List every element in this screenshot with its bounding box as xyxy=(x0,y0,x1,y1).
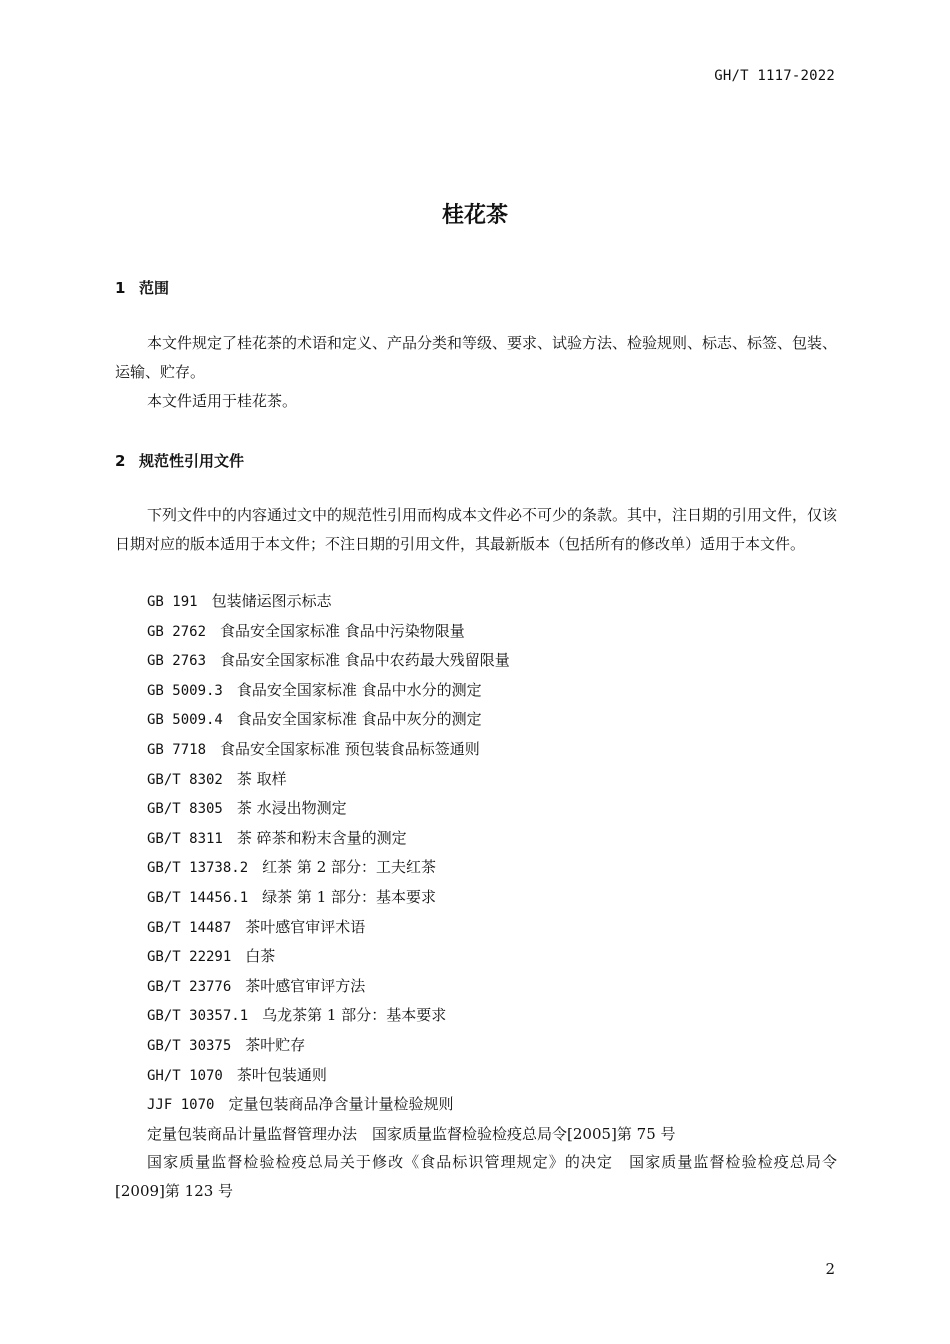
reference-code: JJF 1070 xyxy=(147,1097,215,1114)
section-heading-scope xyxy=(115,277,169,298)
reference-item xyxy=(115,735,837,765)
reference-item xyxy=(115,1148,837,1205)
reference-item xyxy=(115,824,837,854)
standard-code: GH/T 1117-2022 xyxy=(714,68,835,84)
reference-title: 绿茶 第 1 部分：基本要求 xyxy=(262,887,437,906)
reference-title: 食品安全国家标准 食品中污染物限量 xyxy=(220,621,465,640)
reference-title: 茶叶贮存 xyxy=(245,1035,306,1054)
reference-code: GB 2762 xyxy=(147,623,207,640)
scope-paragraph: 本文件规定了桂花茶的术语和定义、产品分类和等级、要求、试验方法、检验规则、标志、标签、包装、运输、贮存。 xyxy=(115,334,838,381)
reference-item xyxy=(115,1001,837,1031)
reference-code: GB/T 30357.1 xyxy=(147,1008,249,1025)
reference-code: GB 2763 xyxy=(147,653,207,670)
section-title: 范围 xyxy=(139,279,170,297)
reference-code: GB/T 14487 xyxy=(147,919,232,936)
reference-title: 国家质量监督检验检疫总局关于修改《食品标识管理规定》的决定 国家质量监督检验检疫总局令[2009]第 123 号 xyxy=(115,1153,837,1200)
reference-title: 食品安全国家标准 食品中灰分的测定 xyxy=(236,710,482,729)
reference-item xyxy=(115,794,837,824)
reference-code: GB/T 23776 xyxy=(147,978,232,995)
reference-code: GB 7718 xyxy=(147,741,207,758)
reference-title: 包装储运图示标志 xyxy=(211,592,332,610)
scope-paragraph: 本文件适用于桂花茶。 xyxy=(147,392,298,410)
reference-item xyxy=(115,646,837,676)
reference-title: 茶 水浸出物测定 xyxy=(236,799,347,818)
reference-code: GB/T 8311 xyxy=(147,830,223,847)
reference-code: GB/T 8305 xyxy=(147,801,223,818)
reference-item xyxy=(115,883,837,913)
reference-item xyxy=(115,853,837,883)
reference-list xyxy=(115,587,837,1205)
reference-item xyxy=(115,765,837,795)
reference-title: 茶叶感官审评方法 xyxy=(245,976,366,995)
references-intro-paragraph: 下列文件中的内容通过文中的规范性引用而构成本文件必不可少的条款。其中，注日期的引用文件，仅该日期对应的版本适用于本文件；不注日期的引用文件，其最新版本（包括所有的修改单）适用于本文件。 xyxy=(115,506,838,553)
reference-item xyxy=(115,972,837,1002)
reference-code: GB 5009.3 xyxy=(147,682,223,699)
reference-code: GB/T 22291 xyxy=(147,949,232,966)
section-heading-normative-references xyxy=(115,450,244,471)
reference-title: 食品安全国家标准 预包装食品标签通则 xyxy=(220,739,480,758)
reference-title: 定量包装商品净含量计量检验规则 xyxy=(228,1095,454,1114)
reference-title: 茶叶包装通则 xyxy=(236,1065,327,1084)
reference-item xyxy=(115,913,837,943)
reference-item xyxy=(115,587,837,617)
reference-code: GB 5009.4 xyxy=(147,712,223,729)
section-title: 规范性引用文件 xyxy=(139,452,245,470)
reference-title: 食品安全国家标准 食品中水分的测定 xyxy=(236,680,482,699)
reference-item xyxy=(115,676,837,706)
reference-item xyxy=(115,617,837,647)
reference-title: 乌龙茶第 1 部分：基本要求 xyxy=(262,1006,447,1025)
reference-title: 红茶 第 2 部分：工夫红茶 xyxy=(262,858,437,877)
reference-code: GB/T 14456.1 xyxy=(147,889,249,906)
reference-code: GB/T 30375 xyxy=(147,1037,232,1054)
reference-code: GH/T 1070 xyxy=(147,1067,223,1084)
reference-title: 食品安全国家标准 食品中农药最大残留限量 xyxy=(220,651,510,670)
reference-item xyxy=(115,1090,837,1120)
reference-title: 茶叶感官审评术语 xyxy=(245,917,366,936)
reference-title: 茶 取样 xyxy=(236,769,287,788)
reference-code: GB/T 13738.2 xyxy=(147,860,249,877)
reference-code: GB 191 xyxy=(147,594,198,610)
reference-code: GB/T 8302 xyxy=(147,771,223,788)
document-title: 桂花茶 xyxy=(441,203,508,228)
reference-item xyxy=(115,1031,837,1061)
section-number: 1 xyxy=(115,279,126,297)
reference-title: 定量包装商品计量监督管理办法 国家质量监督检验检疫总局令[2005]第 75 号 xyxy=(147,1124,676,1143)
section-number: 2 xyxy=(115,452,126,470)
reference-title: 茶 碎茶和粉末含量的测定 xyxy=(236,828,407,847)
reference-item xyxy=(115,942,837,972)
reference-item xyxy=(115,705,837,735)
page-number: 2 xyxy=(825,1260,835,1278)
reference-title: 白茶 xyxy=(245,947,276,966)
reference-item xyxy=(115,1061,837,1091)
reference-item xyxy=(115,1120,837,1149)
